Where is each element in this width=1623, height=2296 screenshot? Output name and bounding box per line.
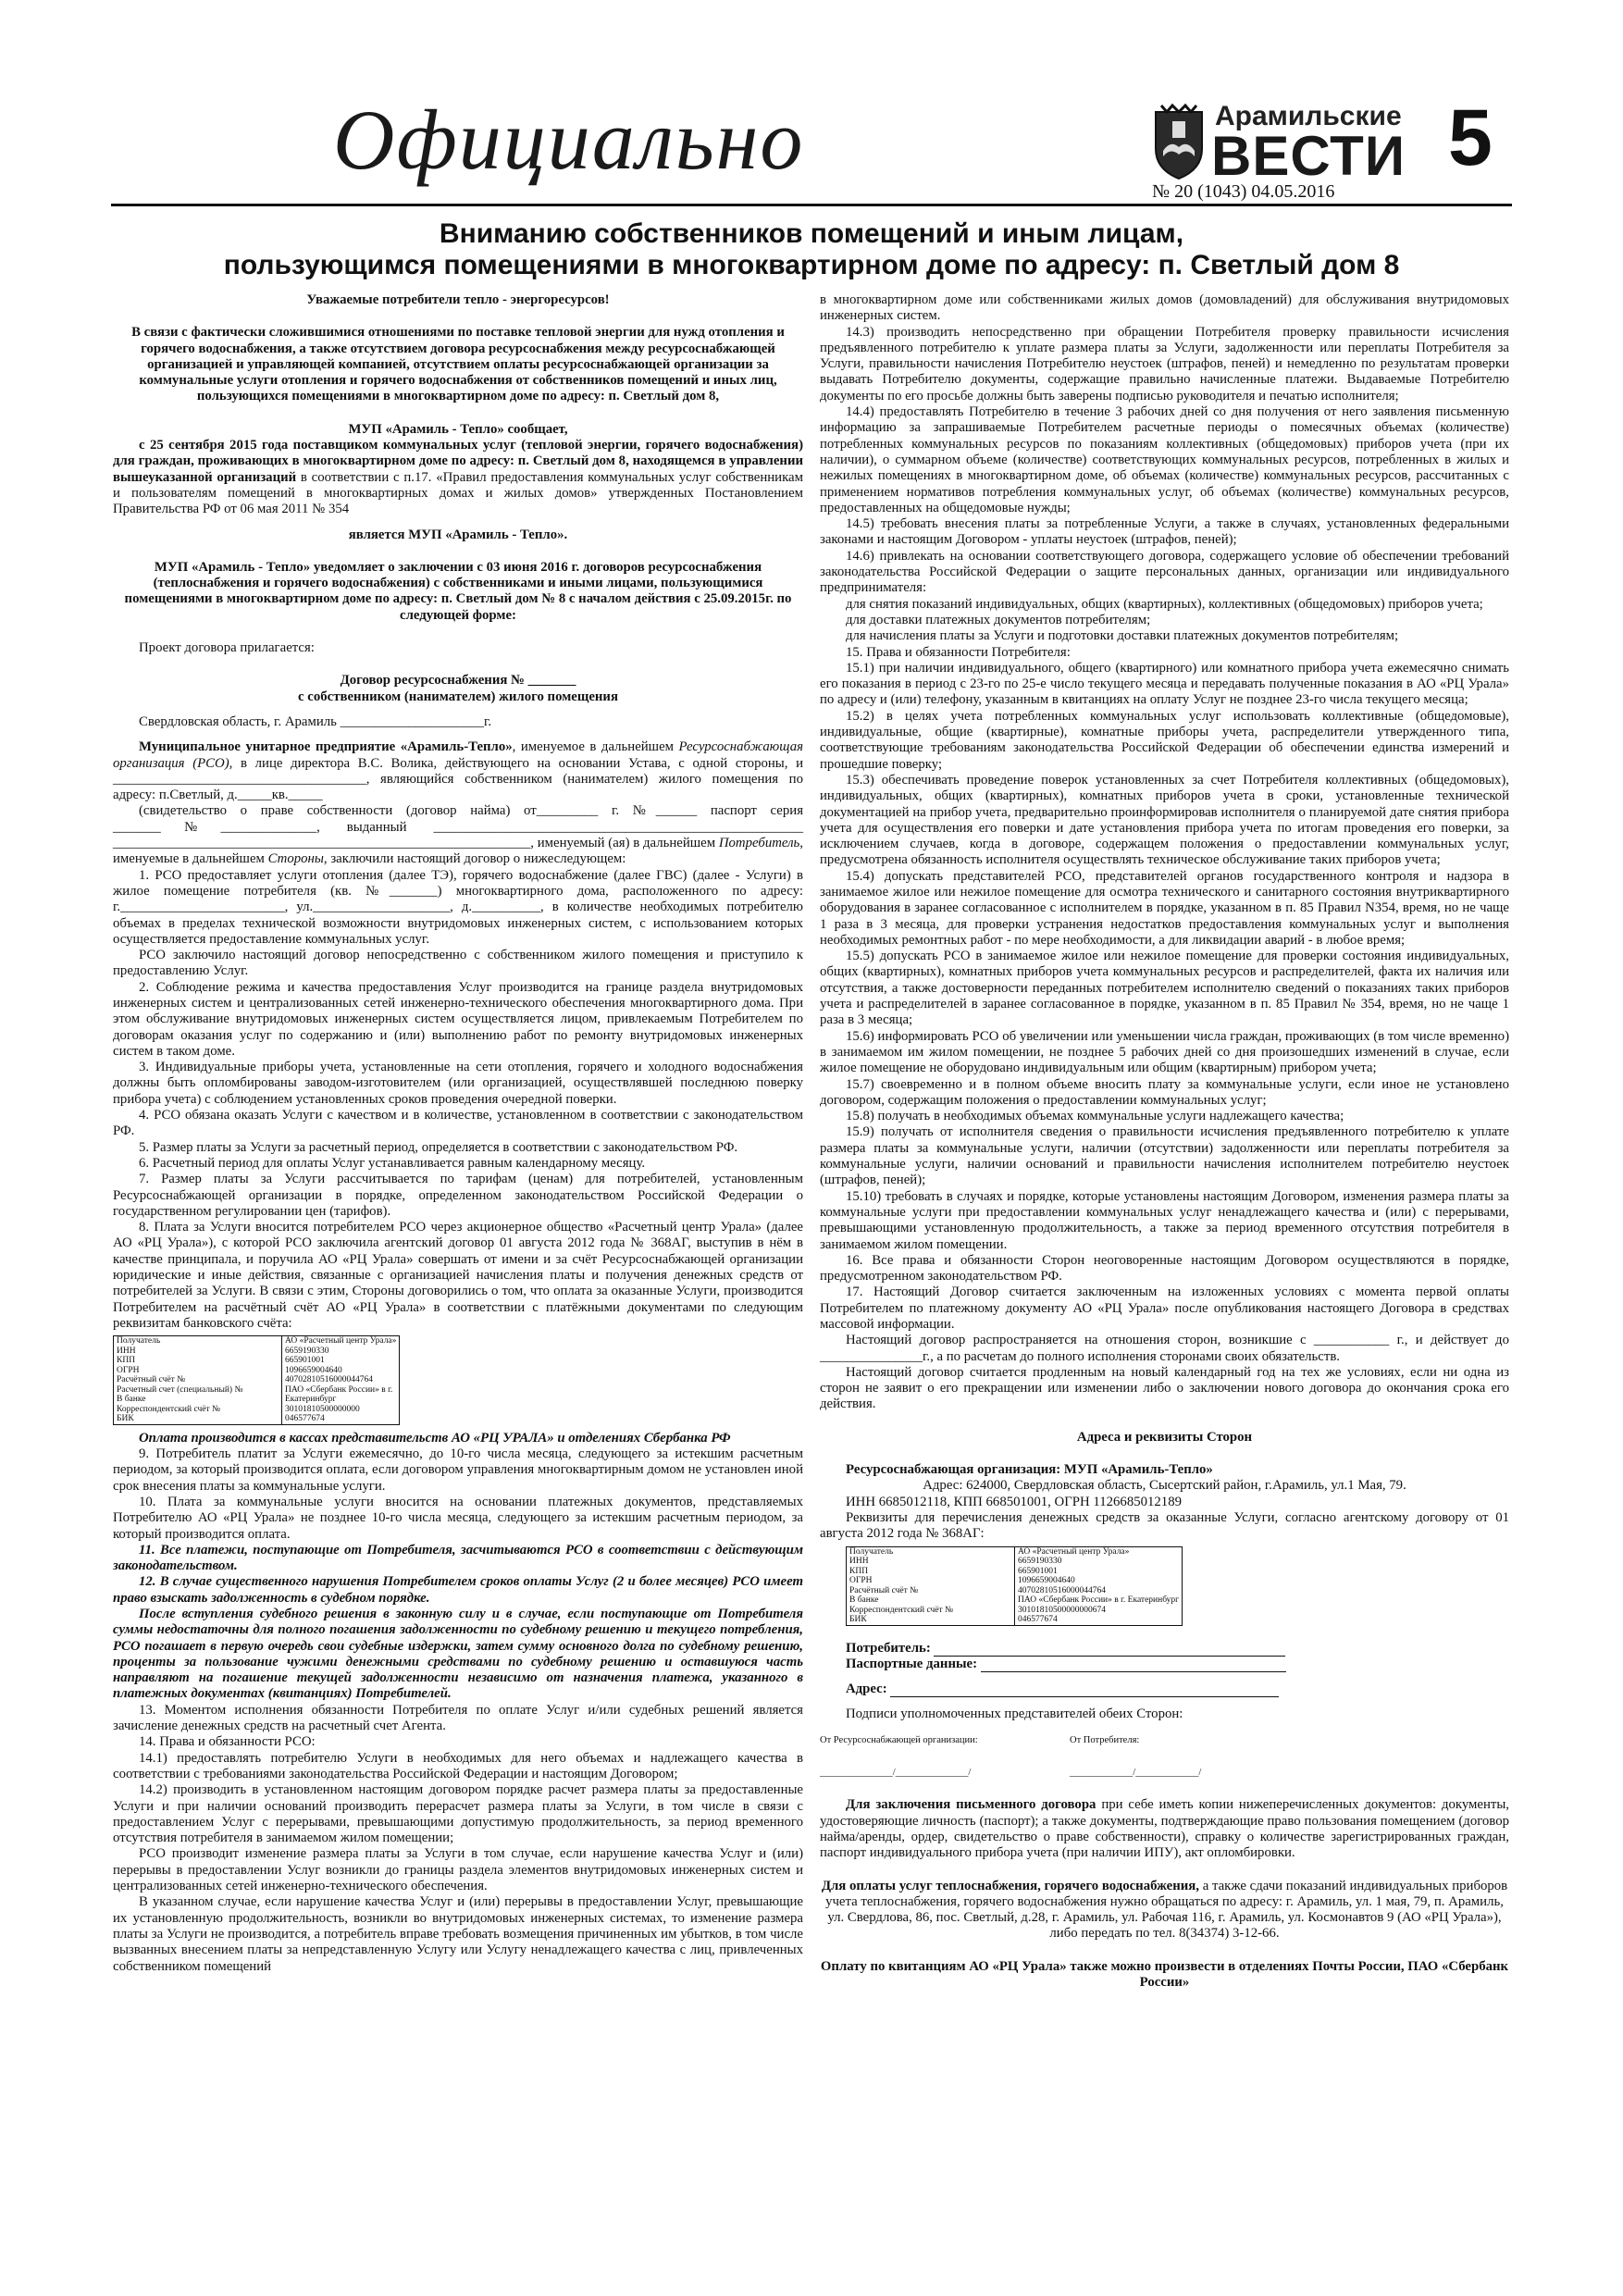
consumer-line[interactable] (934, 1643, 1285, 1657)
bank-value: Екатеринбург (285, 1395, 337, 1405)
logo-top-text: Арамильские (1215, 101, 1402, 131)
parties-text-2: в лице директора В.С. Волика, действующего на основании Устава, с одной стороны, и _____________________________________, являющийся собственником (нанимателем) жилого помещения по адресу: п.Светлый, д._____кв._____ (113, 755, 803, 803)
bank-key: ОГРН (114, 1366, 282, 1376)
pay-heat-bold: Для оплаты услуг теплоснабжения, горячего водоснабжения, (821, 1878, 1199, 1893)
clause-17c: Настоящий договор считается продленным на новый календарный год на тех же условиях, если ни одна из сторон не заявит о его прекращении или изменении либо о заключении нового договора до окончания срока его действия. (820, 1364, 1509, 1412)
clause-14-6a: для снятия показаний индивидуальных, общих (квартирных), коллективных (общедомовых) приборов учета; (846, 596, 1483, 612)
clause-14-6c: для начисления платы за Услуги и подготовки доставки платежных документов потребителям; (846, 628, 1399, 644)
bank-value: 1096659004640 (1018, 1576, 1075, 1586)
clause-15: 15. Права и обязанности Потребителя: (846, 644, 1071, 660)
headline-line-2: пользующимся помещениями в многоквартирном доме по адресу: п. Светлый дом 8 (223, 250, 1400, 280)
bank-table-row (847, 1546, 1183, 1557)
contract-subtitle: с собственником (нанимателем) жилого помещения (298, 689, 618, 704)
left-column (113, 292, 803, 1975)
bank-table-row (114, 1385, 400, 1396)
clause-14-2: 14.2) производить в установленном настоящим договором порядке расчет размера платы за предоставленные Услуги и при наличии оснований производить перерасчет размера платы за Услуги, в том числе в связи с предоставлением Услуг с перерывами, превышающими допустимую продолжительность, за период временного отсутствия потребителя в занимаемом жилом помещении; (113, 1782, 803, 1846)
cert-parties: Стороны (267, 851, 324, 867)
bank-details-table (113, 1335, 400, 1425)
bank-table-row (114, 1336, 400, 1347)
clause-10: 10. Плата за коммунальные услуги вносится на основании платежных документов, представляемых Потребителю АО «РЦ Урала» не позднее 10-го числа месяца, следующего за истекшим расчетным периодом, за который производится оплата. (113, 1494, 803, 1542)
clause-15-10: 15.10) требовать в случаях и порядке, которые установлены настоящим Договором, изменения размера платы за коммунальные услуги при предоставлении коммунальных услуг ненадлежащего качества и (или) с перерывами, превышающими установленную продолжительность, а также за период временного отсутствия потребителя в занимаемом жилом помещении. (820, 1188, 1509, 1252)
bank-key: В банке (847, 1595, 1015, 1606)
bank-table-row (847, 1595, 1183, 1606)
bank-table-row (847, 1615, 1183, 1625)
bank-key: В банке (114, 1395, 282, 1405)
bank-table-row (114, 1405, 400, 1415)
clause-14-6: 14.6) привлекать на основании соответствующего договора, содержащего условие об обеспечении требований законодательства Российской Федерации о защите персональных данных, организации или индивидуального предпринимателя: (820, 548, 1509, 596)
since-bold: с 25 сентября 2015 года поставщиком коммунальных услуг (тепловой энергии, горячего водоснабжения) для граждан, проживающих в многоквартирном доме по адресу: п. Светлый дом 8, находящемся в управлении вышеуказанной организаций (113, 438, 803, 485)
bank-value: 046577674 (285, 1414, 325, 1424)
rso-inn: ИНН 6685012118, КПП 668501001, ОГРН 1126685012189 (846, 1494, 1183, 1509)
clause-14-1: 14.1) предоставлять потребителю Услуги в необходимых для него объемах и надлежащего качества в соответствии с требованиями законодательства Российской Федерации и настоящим Договором; (113, 1750, 803, 1781)
bank-value: 30101810500000000 (285, 1404, 360, 1414)
greeting: Уважаемые потребители тепло - энергоресурсов! (306, 292, 610, 307)
certificate-paragraph (113, 803, 803, 867)
address-line[interactable] (890, 1683, 1279, 1697)
notice-paragraph: МУП «Арамиль - Тепло» уведомляет о заключении с 03 июня 2016 г. договоров ресурсоснабжения (теплоснабжения и горячего водоснабжения) с собственниками и иными лицами, пользующимися помещениями в многоквартирном доме по адресу: п. Светлый дом № 8 с началом действия с 25.09.2015г. по следующей форме: (124, 559, 792, 623)
clause-12b: После вступления судебного решения в законную силу и в случае, если поступающие от Потребителя суммы недостаточны для полного погашения задолженности по судебному решению и текущего потребления, РСО погашает в первую очередь свои судебные издержки, затем сумму основного долга по судебному решению, проценты за пользование чужими денежными средствами по судебному решению и оставшуюся часть направляют на погашение текущей задолженности независимо от назначения платежа, указанного в платежных документах (квитанциях) Потребителей. (113, 1606, 803, 1702)
clause-16: 16. Все права и обязанности Сторон неоговоренные настоящим Договором осуществляются в порядке, предусмотренном законодательством РФ. (820, 1252, 1509, 1285)
clause-13: 13. Моментом исполнения обязанности Потребителя по оплате Услуг и/или судебных решений является зачисление денежных средств на расчетный счет Агента. (113, 1702, 803, 1734)
passport-line[interactable] (981, 1658, 1286, 1672)
payment-heat-note (820, 1879, 1509, 1942)
cert-consumer: Потребитель (718, 836, 800, 851)
bank-value: ПАО «Сбербанк России» в г. Екатеринбург (1018, 1595, 1180, 1606)
bank-table-row (847, 1586, 1183, 1596)
consumer-label: Потребитель: (846, 1640, 931, 1656)
bank-value: 6659190330 (1018, 1557, 1062, 1567)
parties-rso: Ресурсоснабжающая организация (РСО), (113, 739, 804, 771)
rso-address: Адрес: 624000, Свердловская область, Сысертский район, г.Арамиль, ул.1 Мая, 79. (923, 1478, 1406, 1494)
parties-name: Муниципальное унитарное предприятие «Арамиль-Тепло» (139, 739, 513, 755)
clause-15-7: 15.7) своевременно и в полном объеме вносить плату за коммунальные услуги, если иное не установлено договором, содержащим положения о предоставлении коммунальных услуг; (820, 1076, 1509, 1108)
bank-key: Расчетный счет (специальный) № (114, 1385, 282, 1396)
mup-reports: МУП «Арамиль - Тепло» сообщает, (348, 421, 568, 437)
coat-of-arms-icon (1152, 103, 1206, 180)
bank-key: Расчётный счёт № (114, 1375, 282, 1385)
header-divider (111, 204, 1512, 206)
issue-number: № 20 (1043) 04.05.2016 (1152, 181, 1335, 202)
clause-14-4: 14.4) предоставлять Потребителю в течение 3 рабочих дней со дня получения от него заявления письменную информацию за запрашиваемые Потребителем расчетные периоды о помесячных объемах (количестве) потребленных коммунальных ресурсов по показаниям коллективных (общедомовых) приборов учета (при их наличии), о суммарном объеме (количестве) соответствующих коммунальных ресурсов, потребленных в жилых и нежилых помещениях в многоквартирном доме, об объемах (количестве) коммунальных ресурсов, рассчитанных с применением нормативов потребления коммунальных услуг, об объемах (количестве) коммунальных ресурсов, предоставленных на общедомовые нужды; (820, 404, 1509, 515)
payment-locations: Оплата производится в кассах представительств АО «РЦ УРАЛА» и отделениях Сбербанка РФ (139, 1430, 731, 1446)
bank-key: Расчётный счёт № (847, 1586, 1015, 1596)
signature-labels (820, 1732, 1509, 1748)
contract-place: Свердловская область, г. Арамиль _____________________г. (139, 714, 492, 729)
bank-value: 40702810516000044764 (1018, 1585, 1106, 1595)
is-mup: является МУП «Арамиль - Тепло». (348, 527, 568, 542)
clause-1b: РСО заключило настоящий договор непосредственно с собственником жилого помещения и приступило к предоставлению Услуг. (113, 948, 803, 979)
sig-consumer-line[interactable]: _____________/_____________/ (1070, 1768, 1202, 1779)
logo-main-text: ВЕСТИ (1211, 125, 1406, 187)
rso-requisites: Реквизиты для перечисления денежных средств за оказанные Услуги, согласно агентскому договору от 01 августа 2012 года № 368АГ: (820, 1509, 1509, 1542)
clause-17b: Настоящий договор распространяется на отношения сторон, возникшие с ___________ г., и действует до _______________г., а по расчетам до полного исполнения сторонами своих обязательств. (820, 1333, 1509, 1364)
bank-value: ПАО «Сбербанк России» в г. (285, 1384, 393, 1395)
right-column (820, 292, 1509, 1991)
written-bold: Для заключения письменного договора (846, 1797, 1096, 1813)
clause-9: 9. Потребитель платит за Услуги ежемесячно, до 10-го числа месяца, следующего за истекшим расчетным периодом, за который производится оплата, если договором управления многоквартирным домом не установлен иной срок внесения платы за коммунальные услуги. (113, 1446, 803, 1494)
sig-rso-line[interactable]: _______________/_______________/ (820, 1768, 972, 1779)
pay-heat-rest: а также сдачи показаний индивидуальных приборов учета теплоснабжения, горячего водоснабжения нужно обращаться по адресу: г. Арамиль, ул. 1 мая, 79, п. Арамиль, ул. Свердлова, 86, пос. Светлый, д.28, г. Арамиль, ул. Рабочая 116, г. Арамиль, ул. Космонавтов 9 (АО «РЦ Урала»), либо передать по тел. 8(34374) 3-12-66. (825, 1878, 1508, 1942)
passport-field (820, 1657, 1509, 1672)
since-paragraph (113, 438, 803, 517)
address-field (820, 1682, 1509, 1697)
bank-table-row (114, 1395, 400, 1405)
clause-8: 8. Плата за Услуги вносится потребителем РСО через акционерное общество «Расчетный центр Урала» (далее АО «РЦ Урала»), с которой РСО заключила агентский договор 01 августа 2012 года № 368АГ, выступив в нём в качестве принципала, и поручила АО «РЦ Урала» совершать от имени и за счёт Ресурсоснабжающей организации юридические и иные действия, связанные с организацией начисления платы и получения денежных средств от потребителей за Услуги. В связи с этим, Стороны договорились о том, что оплата за оказанные Услуги, производится Потребителем на расчётный счёт АО «РЦ Урала» в соответствии с платёжными документами по следующим реквизитам банковского счёта: (113, 1220, 803, 1331)
clause-15-3: 15.3) обеспечивать проведение поверок установленных за счет Потребителя коллективных (общедомовых), индивидуальных, общих (квартирных), комнатных приборов учета в сроки, установленные технической документацией на прибор учета, предварительно проинформировав исполнителя о планируемой дате снятия прибора учета для осуществления его поверки и дате установления прибора учета по итогам проведения его поверки, за исключением случаев, когда в договоре, содержащем положения о предоставлении коммунальных услуг, предусмотрена обязанность исполнителя осуществлять техническое обслуживание таких приборов учета; (820, 772, 1509, 868)
project-attached: Проект договора прилагается: (139, 640, 315, 656)
page-number: 5 (1448, 93, 1493, 182)
bank-table-row (114, 1375, 400, 1385)
clause-7: 7. Размер платы за Услуги рассчитывается по тарифам (ценам) для потребителей, установленным Ресурсоснабжающей организации в порядке, определенном законодательством Российской Федерации о государственном регулировании цен (тарифов). (113, 1172, 803, 1219)
written-rest: при себе иметь копии нижеперечисленных документов: документы, удостоверяющие личность (паспорт); а также документы, подтверждающие право пользования помещением (договор найма/аренды, ордер, свидетельство о праве собственности), справку о количестве зарегистрированных граждан, паспорт индивидуального прибора учета (при наличии ИПУ), акт опломбировки. (820, 1797, 1510, 1861)
bank-key: Корреспондентский счёт № (847, 1606, 1015, 1616)
clause-15-2: 15.2) в целях учета потребленных коммунальных услуг использовать коллективные (общедомовые), индивидуальные, общие (квартирные), комнатные приборы учета, распределители утвержденного типа, соответствующие требованиям законодательства Российской Федерации об обеспечении единства измерений и прошедшие поверку; (820, 708, 1509, 772)
bank-value: 40702810516000044764 (285, 1375, 373, 1385)
clause-14: 14. Права и обязанности РСО: (139, 1734, 316, 1750)
clause-14-6b: для доставки платежных документов потребителям; (846, 612, 1151, 627)
address-label: Адрес: (846, 1682, 887, 1697)
bank-table-row (847, 1576, 1183, 1586)
bank-value: 665901001 (285, 1356, 325, 1366)
bank-table-row (114, 1366, 400, 1376)
clause-14-3: 14.3) производить непосредственно при обращении Потребителя проверку правильности исчисления предъявленного потребителю к уплате размера платы за Услуги, задолженности или переплаты Потребителя за Услуги, правильности начисления Потребителю неустоек (штрафов, пеней) и немедленно по результатам проверки выдавать Потребителю документы, содержащие правильно начисленные платежи. Выдаваемые Потребителю документы по его просьбе должны быть заверены подписью руководителя и печатью исполнителя; (820, 324, 1509, 403)
clause-12: 12. В случае существенного нарушения Потребителем сроков оплаты Услуг (2 и более месяцев) РСО имеет право взыскать задолженность в судебном порядке. (113, 1574, 803, 1606)
parties-text-1: , именуемое в дальнейшем (512, 739, 679, 755)
bank-key: Получатель (114, 1336, 282, 1347)
cert-text-2: , именуемые в дальнейшем (113, 836, 803, 867)
r-continuation: в многоквартирном доме или собственниками жилых домов (домовладений) для обслуживания внутридомовых инженерных систем. (820, 292, 1509, 324)
sig-consumer-label: От Потребителя: (1070, 1734, 1140, 1745)
bank-key: КПП (847, 1567, 1015, 1577)
clause-3: 3. Индивидуальные приборы учета, установленные на сети отопления, горячего и холодного водоснабжения должны быть опломбированы заводом-изготовителем (или организацией, осуществлявшей последнюю поверку прибора учета) с соблюдением установленных сроков проведения очередной поверки. (113, 1060, 803, 1107)
bank-value: 1096659004640 (285, 1365, 342, 1375)
clause-15-6: 15.6) информировать РСО об увеличении или уменьшении числа граждан, проживающих (в том числе временно) в занимаемом им жилом помещении, не позднее 5 рабочих дней со дня произошедших изменений в случае, если жилое помещение не оборудовано индивидуальным или общим (квартирным) прибором учета; (820, 1028, 1509, 1076)
bank-table-row (114, 1356, 400, 1366)
bank-key: БИК (847, 1615, 1015, 1625)
contract-title: Договор ресурсоснабжения № _______ (340, 673, 576, 689)
bank-value: 30101810500000000674 (1018, 1605, 1106, 1615)
clause-2: 2. Соблюдение режима и качества предоставления Услуг производится на границе раздела внутридомовых инженерных систем и централизованных сетей инженерно-технического обеспечения многоквартирного дома. При этом обслуживание внутридомовых инженерных систем осуществляется лицом, привлекаемым Потребителем по договорам оказания услуг по содержанию и (или) выполнению работ по ремонту внутридомовых инженерных систем в таком доме. (113, 979, 803, 1059)
clause-6: 6. Расчетный период для оплаты Услуг устанавливается равным календарному месяцу. (139, 1155, 646, 1171)
bank-table-row (114, 1414, 400, 1424)
bank-value: 665901001 (1018, 1566, 1058, 1576)
clause-15-9: 15.9) получать от исполнителя сведения о правильности исчисления предъявленного потребителю к уплате размера платы за коммунальные услуги, наличии (отсутствии) задолженности или переплаты потребителя за коммунальные услуги, наличии оснований и правильности начисления исполнителем потребителю неустоек (штрафов, пеней); (820, 1124, 1509, 1188)
bank-value: АО «Расчетный центр Урала» (285, 1336, 397, 1347)
clause-14-5: 14.5) требовать внесения платы за потребленные Услуги, а также в случаях, установленных федеральными законами и настоящим Договором - уплаты неустоек (штрафов, пеней); (820, 516, 1509, 548)
addresses-title: Адреса и реквизиты Сторон (1076, 1429, 1253, 1445)
parties-paragraph (113, 739, 803, 803)
bank-key: КПП (114, 1356, 282, 1366)
bank-value: АО «Расчетный центр Урала» (1018, 1546, 1130, 1557)
bank-table-row (847, 1557, 1183, 1567)
bank-details-table-right (846, 1546, 1183, 1626)
cert-text-1: (свидетельство о праве собственности (договор найма) от_________ г. №______ паспорт серия _______№______________, выданный ______________________________________________________ _____________________________________________________________, именуемый (ая) в дальнейшем (113, 803, 803, 851)
written-contract-note (820, 1797, 1509, 1861)
bank-table-row (847, 1606, 1183, 1616)
clause-15-8: 15.8) получать в необходимых объемах коммунальные услуги надлежащего качества; (846, 1109, 1344, 1124)
clause-15-5: 15.5) допускать РСО в занимаемое жилое или нежилое помещение для проверки состояния индивидуальных, общих (квартирных), комнатных приборов учета коммунальных ресурсов и распределителей, факта их наличия или отсутствия, а также достоверности переданных потребителем исполнителю сведений о показаниях таких приборов учета и распределителей в заранее согласованное в порядке, указанном в п. 85 Правил № 354, время, но не чаще 1 раза в 3 месяца; (820, 949, 1509, 1028)
clause-14-2b: РСО производит изменение размера платы за Услуги в том случае, если нарушение качества Услуг и (или) перерывы в предоставлении Услуг возникли до границы раздела элементов внутридомовых инженерных систем и централизованных сетей инженерно-технического обеспечения. (113, 1846, 803, 1894)
passport-label: Паспортные данные: (846, 1656, 978, 1671)
final-note: Оплату по квитанциям АО «РЦ Урала» также можно произвести в отделениях Почты России, ПАО «Сбербанк России» (820, 1958, 1509, 1991)
clause-15-4: 15.4) допускать представителей РСО, представителей органов государственного контроля и надзора в занимаемое жилое или нежилое помещение для осмотра технического и санитарного состояния внутриквартирного оборудования в заранее согласованное с исполнителем в порядке, указанном в п. 85 Правил N354, время, но не чаще 1 раза в 3 месяца, для проверки устранения недостатков предоставления коммунальных услуг и выполнения необходимых ремонтных работ - по мере необходимости, а для ликвидации аварий - в любое время; (820, 868, 1509, 948)
intro-paragraph: В связи с фактически сложившимися отношениями по поставке тепловой энергии для нужд отопления и горячего водоснабжения, а также отсутствием договора ресурсоснабжения между ресурсоснабжающей организацией и управляющей компанией, отсутствием оплаты ресурсоснабжающей организации за коммунальные услуги отопления и горячего водоснабжения от собственников помещений и иных лиц, пользующихся помещениями в многоквартирном доме по адресу: п. Светлый дом 8, (131, 325, 785, 404)
rso-title: Ресурсоснабжающая организация: МУП «Арамиль-Тепло» (846, 1462, 1213, 1478)
signatures-title: Подписи уполномоченных представителей обеих Сторон: (846, 1706, 1183, 1722)
bank-key: ОГРН (847, 1576, 1015, 1586)
bank-value: 6659190330 (285, 1346, 329, 1356)
bank-value: 046577674 (1018, 1615, 1058, 1625)
bank-key: ИНН (847, 1557, 1015, 1567)
headline-line-1: Вниманию собственников помещений и иным лицам, (439, 218, 1184, 249)
consumer-field (820, 1641, 1509, 1657)
cert-text-3: , заключили настоящий договор о нижеследующем: (323, 851, 626, 867)
bank-key: ИНН (114, 1347, 282, 1357)
bank-key: БИК (114, 1414, 282, 1424)
bank-table-row (847, 1567, 1183, 1577)
clause-14-2c: В указанном случае, если нарушение качества Услуг и (или) перерывы в предоставлении Услуг, превышающие их установленную продолжительность, возникли во внутридомовых инженерных системах, то изменение размера платы за Услуги не производится, а потребитель вправе требовать возмещения причиненных им убытков, в том числе вызванных внесением платы за непредставленную Услугу или Услугу ненадлежащего качества с лиц, привлеченных собственником помещений (113, 1894, 803, 1974)
sig-rso-label: От Ресурсоснабжающей организации: (820, 1734, 978, 1745)
bank-table-row (114, 1347, 400, 1357)
since-rest: в соответствии с п.17. «Правил предоставления коммунальных услуг собственникам и пользователям помещений в многоквартирных домах и жилых домов» утвержденных Постановлением Правительства РФ от 06 мая 2011 № 354 (113, 469, 803, 517)
signature-lines (820, 1765, 1509, 1781)
clause-17: 17. Настоящий Договор считается заключенным на изложенных условиях с момента первой оплаты Потребителем по платежному документу АО «РЦ Урала» после опубликования настоящего Договора в средствах массовой информации. (820, 1285, 1509, 1332)
clause-11: 11. Все платежи, поступающие от Потребителя, засчитываются РСО в соответствии с действующим законодательством. (113, 1542, 803, 1574)
clause-4: 4. РСО обязана оказать Услуги с качеством и в количестве, установленном в соответствии с законодательством РФ. (113, 1108, 803, 1139)
bank-key: Получатель (847, 1546, 1015, 1557)
clause-1: 1. РСО предоставляет услуги отопления (далее ТЭ), горячего водоснабжение (далее ГВС) (далее - Услуги) в жилое помещение потребителя (кв. №_______) многоквартирного дома, расположенного по адресу: г.________________________, ул.____________________, д.__________, в количестве необходимых потребителю объемах в пределах технической возможности внутридомовых инженерных систем, с использованием которых осуществляется предоставление коммунальных услуг. (113, 867, 803, 947)
clause-15-1: 15.1) при наличии индивидуального, общего (квартирного) или комнатного прибора учета ежемесячно снимать его показания в период с 23-го по 25-е число текущего месяца и передавать полученные показания в АО «РЦ Урала» по адресу и (или) телефону, указанным в квитанциях на оплату Услуг не позднее 23-го числа текущего месяца; (820, 660, 1509, 708)
bank-key: Корреспондентский счёт № (114, 1405, 282, 1415)
section-title: Официально (333, 93, 805, 187)
clause-5: 5. Размер платы за Услуги за расчетный период, определяется в соответствии с законодательством РФ. (139, 1139, 738, 1155)
